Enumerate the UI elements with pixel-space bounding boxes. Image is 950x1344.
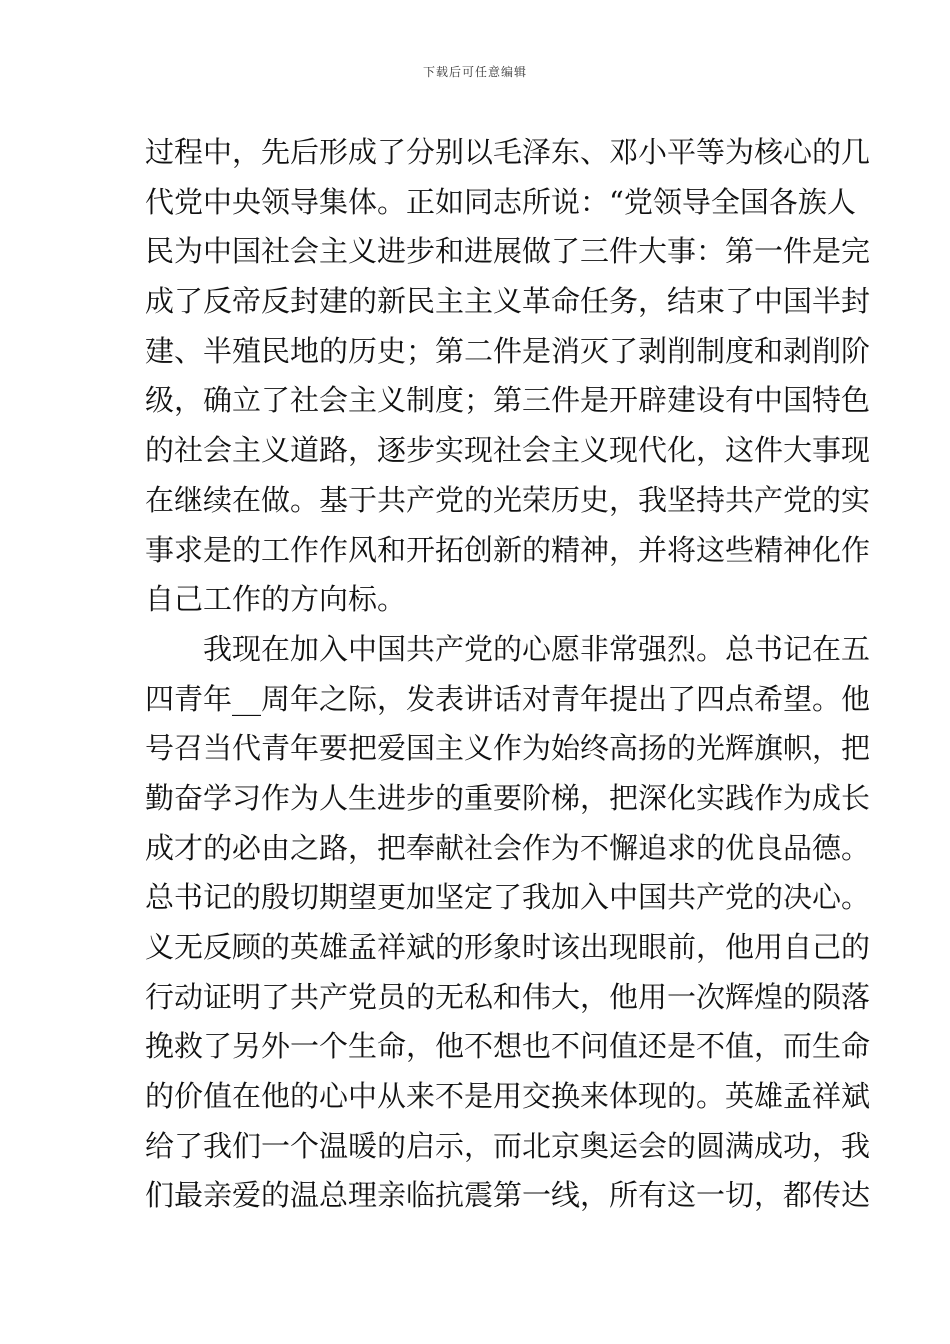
page-header: 下载后可任意编辑 [422, 65, 527, 79]
text-line: 的价值在他的心中从来不是用交换来体现的。英雄孟祥斌 [145, 1079, 871, 1114]
text-line: 勤奋学习作为人生进步的重要阶梯，把深化实践作为成长 [145, 780, 871, 815]
text-line: 总书记的殷切期望更加坚定了我加入中国共产党的决心。 [145, 880, 871, 915]
text-line: 建、半殖民地的历史；第二件是消灭了剥削制度和剥削阶 [145, 333, 871, 368]
text-line: 成才的必由之路，把奉献社会作为不懈追求的优良品德。 [145, 830, 871, 865]
text-line: 号召当代青年要把爱国主义作为始终高扬的光辉旗帜，把 [145, 731, 871, 766]
text-line: 代党中央领导集体。正如同志所说：“党领导全国各族人 [145, 184, 856, 219]
text-line: 在继续在做。基于共产党的光荣历史，我坚持共产党的实 [145, 482, 871, 517]
paragraph-start-line: 我现在加入中国共产党的心愿非常强烈。总书记在五 [203, 631, 871, 666]
text-line: 过程中，先后形成了分别以毛泽东、邓小平等为核心的几 [145, 135, 871, 169]
body-text [145, 128, 871, 1221]
text-line: 民为中国社会主义进步和进展做了三件大事：第一件是完 [145, 234, 871, 269]
text-line: 级，确立了社会主义制度；第三件是开辟建设有中国特色 [145, 383, 871, 418]
text-line: 成了反帝反封建的新民主主义革命任务，结束了中国半封 [145, 284, 871, 319]
text-line: 们最亲爱的温总理亲临抗震第一线，所有这一切，都传达 [145, 1178, 871, 1213]
text-line: 挽救了另外一个生命，他不想也不问值还是不值，而生命 [145, 1029, 871, 1064]
paragraph-end-line: 自己工作的方向标。 [145, 582, 407, 617]
text-line: 四青年__周年之际，发表讲话对青年提出了四点希望。他 [145, 681, 871, 716]
text-line: 给了我们一个温暖的启示，而北京奥运会的圆满成功，我 [145, 1128, 871, 1163]
text-line: 的社会主义道路，逐步实现社会主义现代化，这件大事现 [145, 433, 871, 468]
text-line: 事求是的工作作风和开拓创新的精神，并将这些精神化作 [145, 532, 871, 567]
text-line: 行动证明了共产党员的无私和伟大，他用一次辉煌的陨落 [145, 979, 871, 1014]
text-line: 义无反顾的英雄孟祥斌的形象时该出现眼前，他用自己的 [145, 930, 871, 964]
